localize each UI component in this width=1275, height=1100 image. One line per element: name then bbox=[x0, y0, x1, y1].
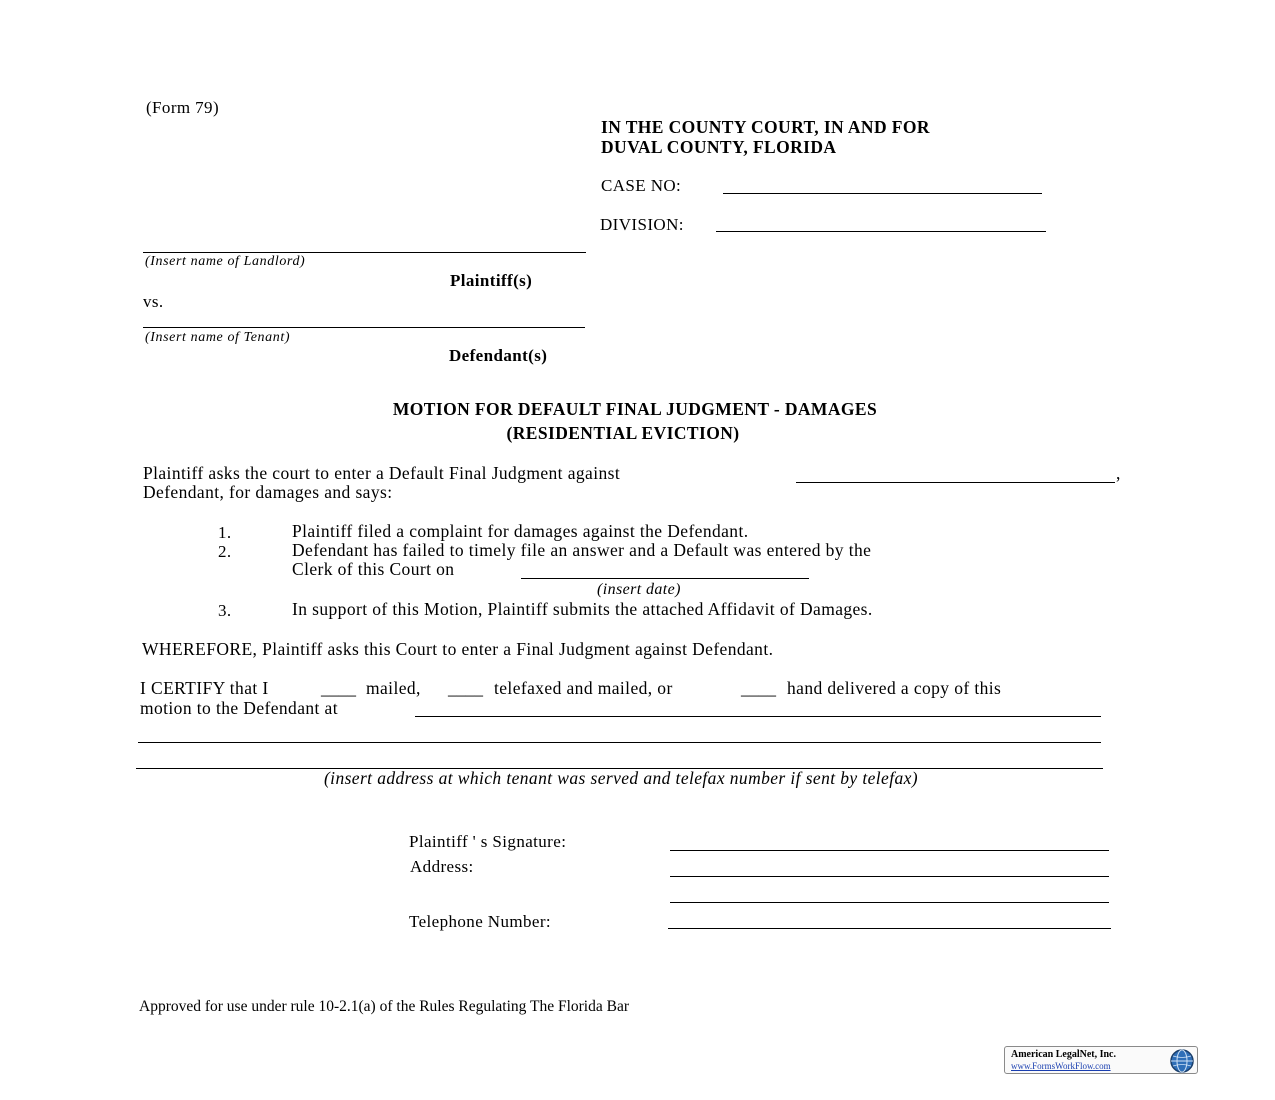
globe-icon bbox=[1169, 1048, 1195, 1074]
item-3-text: In support of this Motion, Plaintiff submits the attached Affidavit of Damages. bbox=[292, 599, 873, 619]
motion-title-line2: (RESIDENTIAL EVICTION) bbox=[506, 423, 740, 443]
versus-label: vs. bbox=[143, 292, 164, 311]
signature-label: Plaintiff ' s Signature: bbox=[409, 832, 567, 851]
defendant-name-field[interactable] bbox=[796, 482, 1115, 483]
defendant-label: Defendant(s) bbox=[449, 346, 548, 365]
intro-line1: Plaintiff asks the court to enter a Default Final Judgment against bbox=[143, 463, 621, 483]
address-hint: (insert address at which tenant was served and telefax number if sent by telefax) bbox=[323, 768, 919, 788]
division-label: DIVISION: bbox=[600, 215, 684, 234]
logo-url[interactable]: www.FormsWorkFlow.com bbox=[1011, 1061, 1111, 1071]
default-date-field[interactable] bbox=[521, 578, 809, 579]
approval-note: Approved for use under rule 10-2.1(a) of the Rules Regulating The Florida Bar bbox=[139, 998, 629, 1015]
address-field-line1[interactable] bbox=[415, 716, 1101, 717]
landlord-hint: (Insert name of Landlord) bbox=[145, 254, 306, 269]
telephone-label: Telephone Number: bbox=[409, 912, 552, 931]
plaintiff-label: Plaintiff(s) bbox=[450, 271, 533, 290]
mailed-label: mailed, bbox=[366, 678, 421, 698]
certify-line2: motion to the Defendant at bbox=[140, 698, 338, 718]
item-1-number: 1. bbox=[218, 523, 232, 542]
hand-delivered-label: hand delivered a copy of this bbox=[787, 678, 1002, 698]
item-2-text-line2: Clerk of this Court on bbox=[292, 559, 455, 579]
case-no-field[interactable] bbox=[723, 193, 1042, 194]
wherefore-clause: WHEREFORE, Plaintiff asks this Court to enter a Final Judgment against Defendant. bbox=[142, 639, 774, 659]
motion-title-line1: MOTION FOR DEFAULT FINAL JUDGMENT - DAMAGES bbox=[392, 399, 878, 419]
address-label: Address: bbox=[410, 857, 474, 876]
tenant-hint: (Insert name of Tenant) bbox=[145, 330, 291, 345]
mailed-check-blank[interactable]: ____ bbox=[321, 678, 356, 698]
item-2-text: Defendant has failed to timely file an answer and a Default was entered by the bbox=[292, 540, 872, 560]
item-1-text: Plaintiff filed a complaint for damages against the Defendant. bbox=[292, 521, 749, 541]
telefaxed-label: telefaxed and mailed, or bbox=[494, 678, 673, 698]
intro-line2: Defendant, for damages and says: bbox=[143, 482, 393, 502]
logo-company: American LegalNet, Inc. bbox=[1011, 1049, 1116, 1060]
court-name-line1: IN THE COUNTY COURT, IN AND FOR bbox=[601, 117, 930, 137]
tenant-name-field[interactable] bbox=[143, 327, 585, 328]
signature-field[interactable] bbox=[670, 850, 1109, 851]
item-3-number: 3. bbox=[218, 601, 232, 620]
american-legalnet-logo[interactable] bbox=[1004, 1046, 1198, 1074]
hand-delivered-check-blank[interactable]: ____ bbox=[741, 678, 776, 698]
item-2-number: 2. bbox=[218, 542, 232, 561]
plaintiff-address-field-2[interactable] bbox=[670, 902, 1109, 903]
certify-intro: I CERTIFY that I bbox=[140, 678, 269, 698]
intro-comma: , bbox=[1116, 463, 1121, 483]
case-no-label: CASE NO: bbox=[601, 176, 682, 195]
form-number: (Form 79) bbox=[146, 98, 220, 117]
date-hint: (insert date) bbox=[597, 581, 681, 598]
landlord-name-field[interactable] bbox=[143, 252, 586, 253]
telefaxed-check-blank[interactable]: ____ bbox=[448, 678, 483, 698]
court-name-line2: DUVAL COUNTY, FLORIDA bbox=[601, 137, 837, 157]
address-field-line2[interactable] bbox=[138, 742, 1101, 743]
plaintiff-address-field-1[interactable] bbox=[670, 876, 1109, 877]
telephone-field[interactable] bbox=[668, 928, 1111, 929]
division-field[interactable] bbox=[716, 231, 1046, 232]
